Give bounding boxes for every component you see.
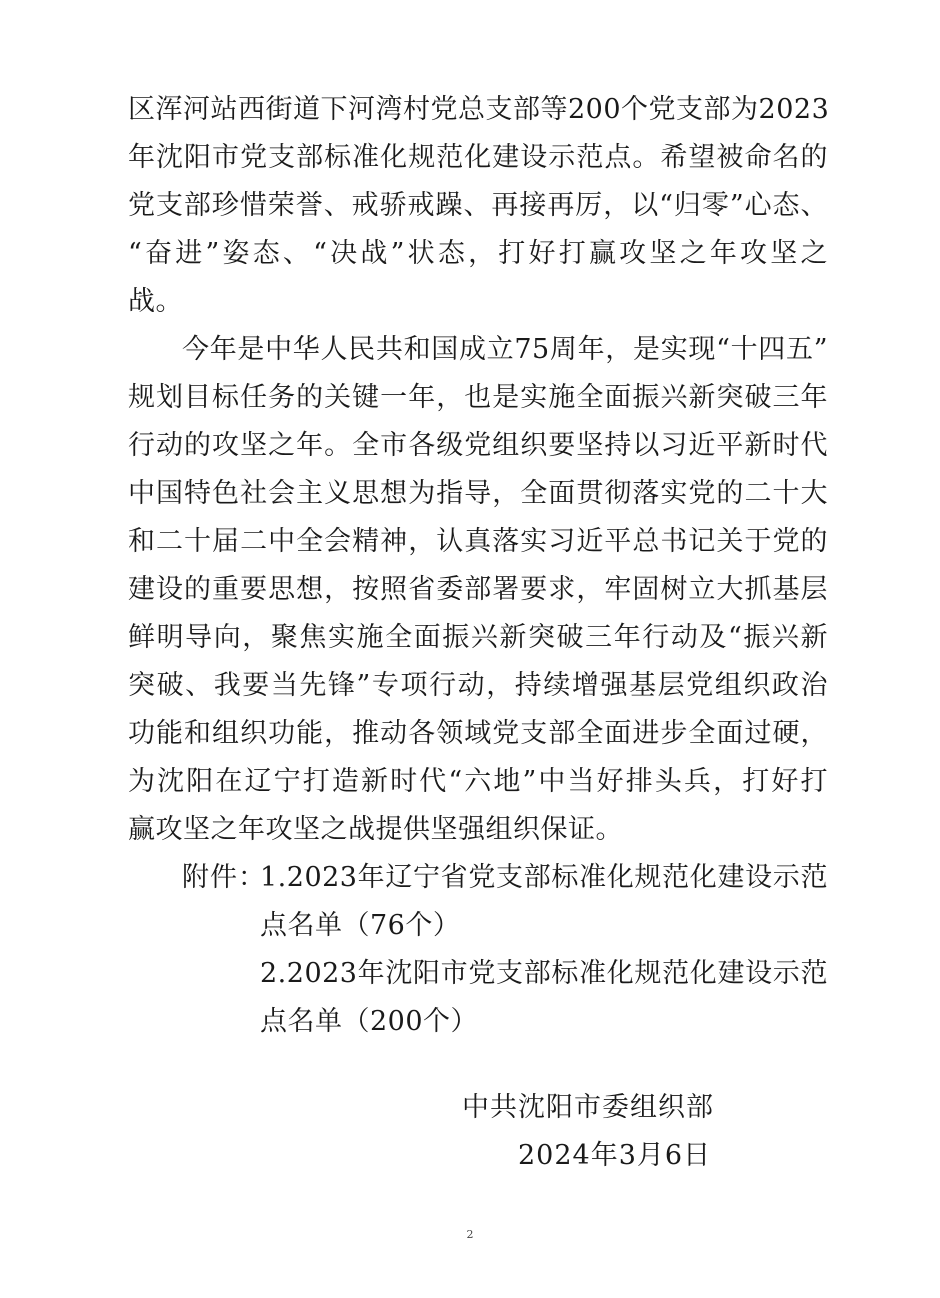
attachment-label: 附件：	[182, 862, 266, 893]
body-line: 赢攻坚之年攻坚之战提供坚强组织保证。	[128, 814, 623, 845]
signature-org: 中共沈阳市委组织部	[462, 1092, 714, 1123]
attachment-item: 点名单（200个）	[260, 1006, 479, 1037]
body-line: 规划目标任务的关键一年，也是实施全面振兴新突破三年	[128, 382, 828, 413]
page-number: 2	[466, 1228, 474, 1241]
body-line: 今年是中华人民共和国成立75周年，是实现“十四五”	[182, 334, 828, 365]
attachment-item: 2.2023年沈阳市党支部标准化规范化建设示范	[260, 958, 828, 989]
body-line: 区浑河站西街道下河湾村党总支部等200个党支部为2023	[128, 94, 830, 125]
attachment-item: 1.2023年辽宁省党支部标准化规范化建设示范	[260, 862, 828, 893]
body-line: 中国特色社会主义思想为指导，全面贯彻落实党的二十大	[128, 478, 828, 509]
signature-date: 2024年3月6日	[518, 1140, 712, 1171]
body-line: 行动的攻坚之年。全市各级党组织要坚持以习近平新时代	[128, 430, 828, 461]
body-line: 功能和组织功能，推动各领域党支部全面进步全面过硬，	[128, 718, 828, 749]
body-line: 战。	[128, 286, 183, 317]
body-line: 和二十届二中全会精神，认真落实习近平总书记关于党的	[128, 526, 828, 557]
body-line: 党支部珍惜荣誉、戒骄戒躁、再接再厉，以“归零”心态、	[128, 190, 828, 221]
body-line: “奋进”姿态、“决战”状态，打好打赢攻坚之年攻坚之	[128, 238, 828, 269]
body-line: 鲜明导向，聚焦实施全面振兴新突破三年行动及“振兴新	[128, 622, 828, 653]
body-line: 突破、我要当先锋”专项行动，持续增强基层党组织政治	[128, 670, 828, 701]
attachment-item: 点名单（76个）	[260, 910, 461, 941]
body-line: 为沈阳在辽宁打造新时代“六地”中当好排头兵，打好打	[128, 766, 828, 797]
body-line: 建设的重要思想，按照省委部署要求，牢固树立大抓基层	[128, 574, 828, 605]
body-line: 年沈阳市党支部标准化规范化建设示范点。希望被命名的	[128, 142, 828, 173]
